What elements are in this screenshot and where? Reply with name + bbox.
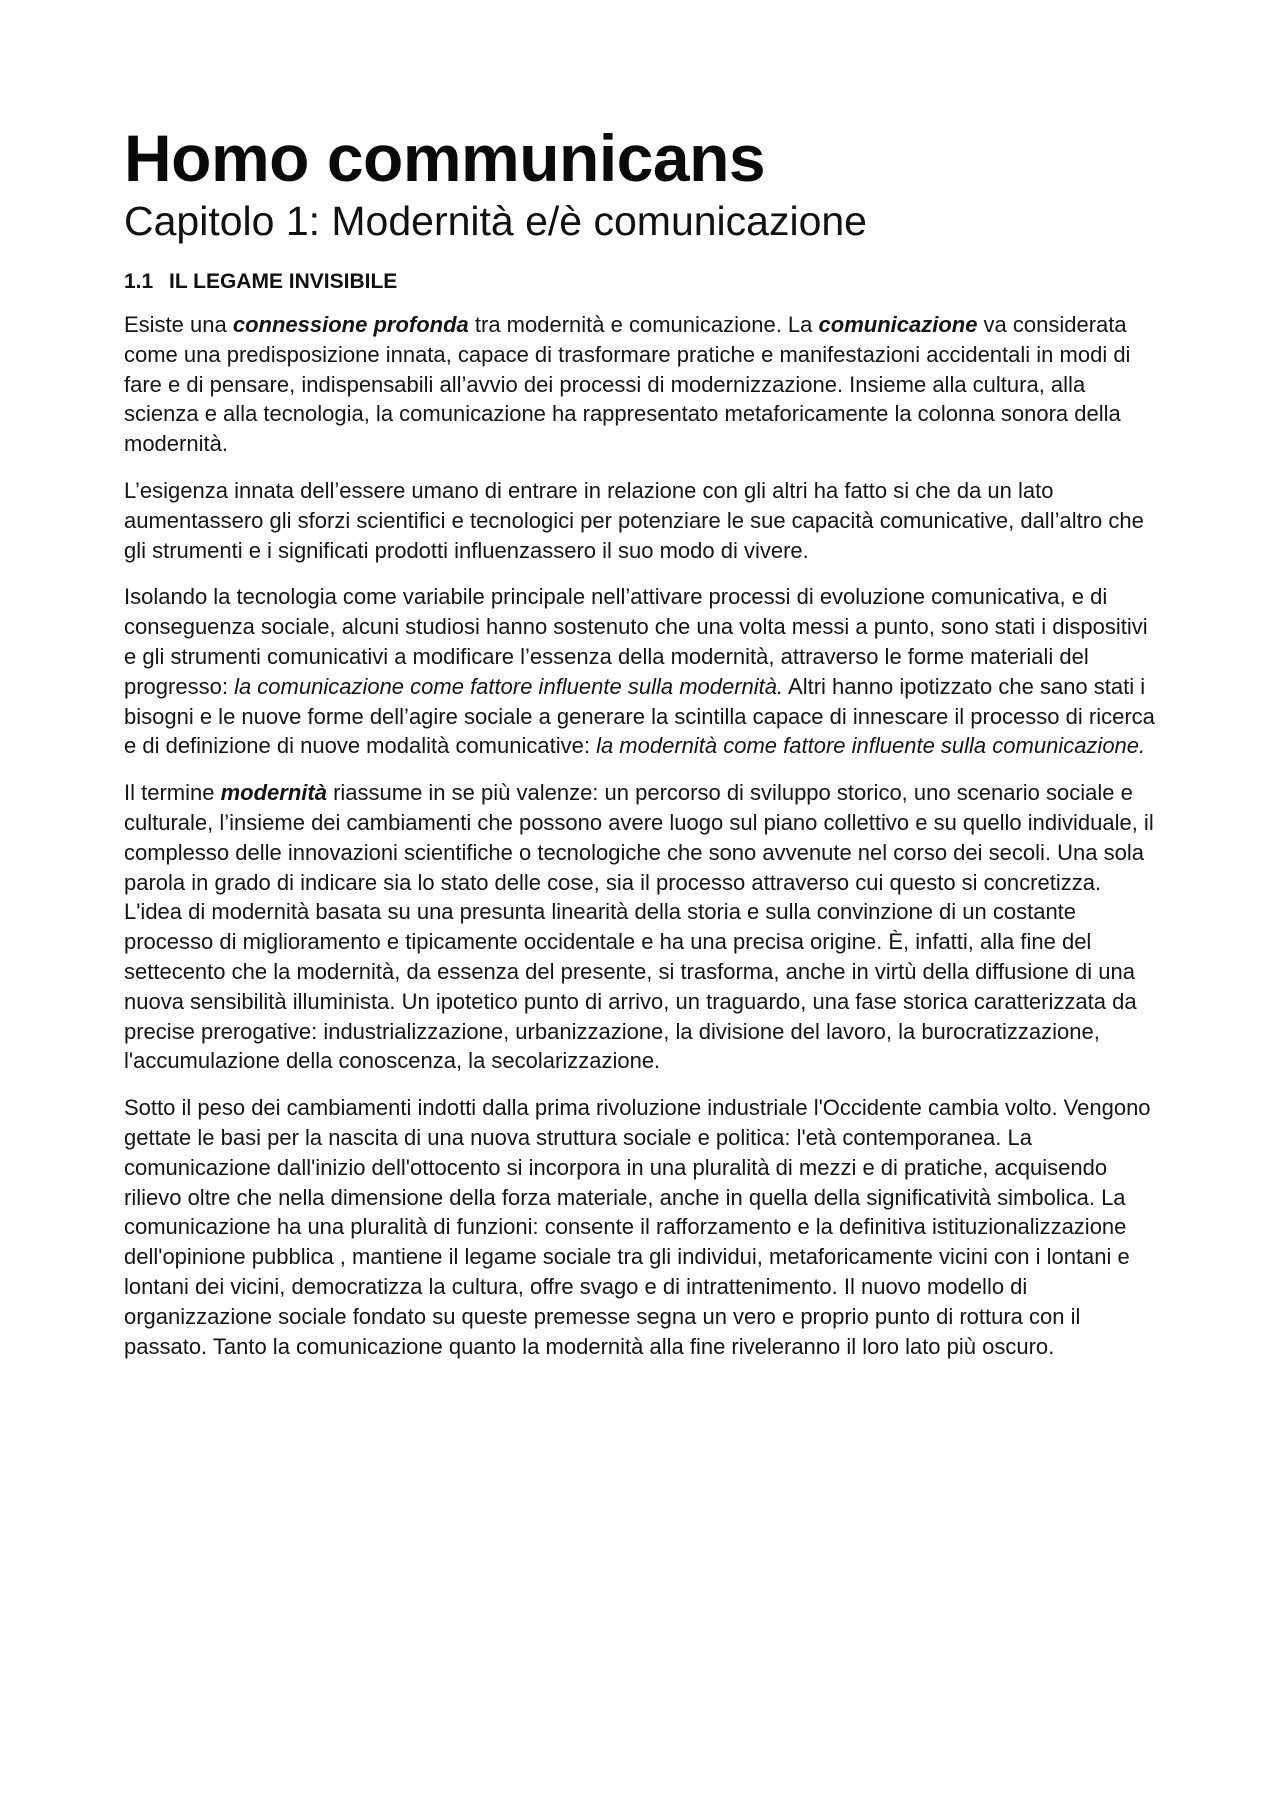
italic-phrase: la modernità come fattore influente sulla comunicazione. [596,733,1146,759]
emphasis-term: modernità [220,780,327,806]
paragraph-1 [124,310,1164,459]
text-segment: Sotto il peso dei cambiamenti indotti dalla prima rivoluzione industriale l'Occidente cambia volto. Vengono gettate le basi per la nascita di una nuova struttura sociale e politica: l'età contemporanea. La comunicazione dall'inizio dell'ottocento si incorpora in una pluralità di mezzi e di pratiche, acquisendo rilievo oltre che nella dimensione della forza materiale, anche in quella della significatività simbolica. La comunicazione ha una pluralità di funzioni: consente il rafforzamento e la definitiva istituzionalizzazione dell'opinione pubblica , mantiene il legame sociale tra gli individui, metaforicamente vicini con i lontani e lontani dei vicini, democratizza la cultura, offre svago e di intrattenimento. Il nuovo modello di organizzazione sociale fondato su queste premesse segna un vero e proprio punto di rottura con il passato. Tanto la comunicazione quanto la modernità alla fine riveleranno il loro lato più oscuro. [124,1095,1151,1359]
text-segment: va considerata come una predisposizione innata, capace di trasformare pratiche e manifestazioni accidentali in modi di fare e di pensare, indispensabili all’avvio dei processi di modernizzazione. Insieme alla cultura, alla scienza e alla tecnologia, la comunicazione ha rappresentato metaforicamente la colonna sonora della modernità. [124,312,1131,457]
section-number: 1.1 [124,270,154,293]
text-segment: Isolando la tecnologia come variabile principale nell’attivare processi di evoluzione comunicativa, e di conseguenza sociale, alcuni studiosi hanno sostenuto che una volta messi a punto, sono stati i dispositivi e gli strumenti comunicativi a modificare l’essenza della modernità, attraverso le forme materiali del progresso: [124,584,1148,699]
section-heading [124,268,1164,296]
section-title: IL LEGAME INVISIBILE [169,270,398,293]
document-title: Homo communicans [124,121,766,195]
paragraph-5 [124,1093,1164,1361]
emphasis-term: comunicazione [818,312,978,337]
text-segment: tra modernità e comunicazione. La [468,312,819,337]
text-segment: Il termine [124,780,221,806]
paragraph-2 [124,476,1164,565]
paragraph-3 [124,582,1164,761]
italic-phrase: la comunicazione come fattore influente sulla modernità. [234,673,784,699]
chapter-subtitle: Capitolo 1: Modernità e/è comunicazione [124,198,867,244]
emphasis-term: connessione profonda [232,312,469,337]
text-segment: L’esigenza innata dell’essere umano di entrare in relazione con gli altri ha fatto si che da un lato aumentassero gli sforzi scientifici e tecnologici per potenziare le sue capacità comunicative, dall’altro che gli strumenti e i significati prodotti influenzassero il suo modo di vivere. [124,477,1144,563]
paragraph-4 [124,778,1164,1076]
text-segment: Esiste una [124,312,233,337]
text-segment: riassume in se più valenze: un percorso di sviluppo storico, uno scenario sociale e culturale, l’insieme dei cambiamenti che possono avere luogo sul piano collettivo e su quello individuale, il complesso delle innovazioni scientifiche o tecnologiche che sono avvenute nel corso dei secoli. Una sola parola in grado di indicare sia lo stato delle cose, sia il processo attraverso cui questo si concretizza. L'idea di modernità basata su una presunta linearità della storia e sulla convinzione di un costante processo di miglioramento e tipicamente occidentale e ha una precisa origine. È, infatti, alla fine del settecento che la modernità, da essenza del presente, si trasforma, anche in virtù della diffusione di una nuova sensibilità illuminista. Un ipotetico punto di arrivo, un traguardo, una fase storica caratterizzata da precise prerogative: industrializzazione, urbanizzazione, la divisione del lavoro, la burocratizzazione, l'accumulazione della conoscenza, la secolarizzazione. [124,780,1154,1074]
document-page [124,120,1164,1378]
text-segment: Altri hanno ipotizzato che sano stati i bisogni e le nuove forme dell’agire sociale a generare la scintilla capace di innescare il processo di ricerca e di definizione di nuove modalità comunicative: [124,673,1155,759]
